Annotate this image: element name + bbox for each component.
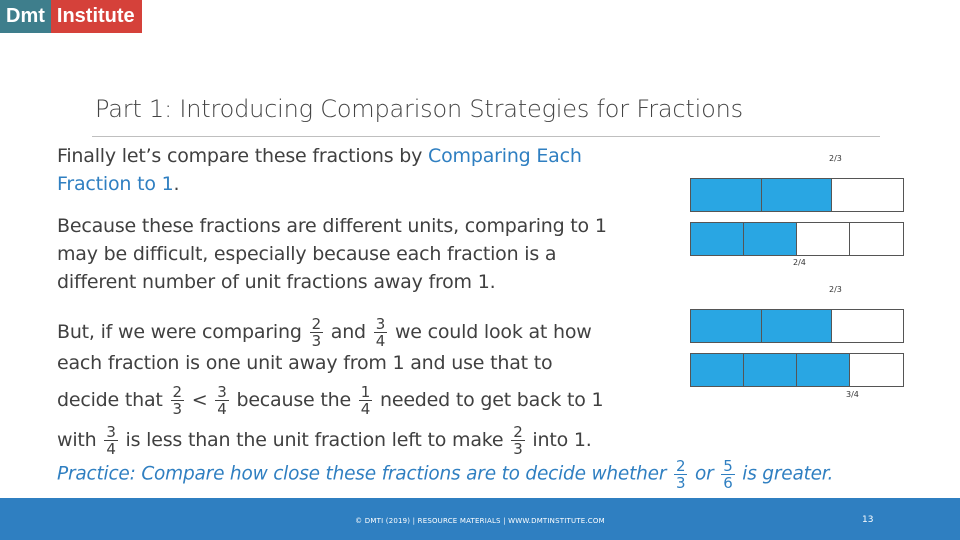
fraction-denominator: 3 — [675, 474, 686, 492]
fraction-denominator: 6 — [723, 474, 733, 492]
p3-text: is less than the unit fraction left to make — [125, 429, 504, 451]
fraction-three-fourths — [215, 384, 228, 417]
paragraph-2-line-1: Because these fractions are different units, comparing to 1 — [57, 215, 607, 237]
p3-text: needed to get back to 1 — [379, 389, 604, 411]
bar-segment-filled — [691, 354, 744, 386]
fraction-numerator: 2 — [513, 423, 523, 441]
practice-text: or — [695, 463, 714, 485]
fraction-numerator: 2 — [311, 315, 321, 333]
bar-segment-empty — [832, 310, 903, 342]
fraction-denominator: 3 — [311, 332, 321, 350]
fraction-numerator: 3 — [217, 383, 227, 401]
paragraph-1-text: Finally let’s compare these fractions by — [57, 145, 429, 167]
page-number: 13 — [862, 515, 874, 525]
fraction-bar — [690, 353, 904, 387]
fraction-two-thirds — [674, 458, 687, 491]
logo — [0, 0, 142, 33]
fraction-bar — [690, 178, 904, 212]
bar-segment-filled — [744, 223, 797, 255]
less-than-symbol: < — [191, 389, 208, 411]
practice-text: is greater. — [742, 463, 834, 485]
paragraph-3-line-4 — [57, 424, 592, 457]
fraction-denominator: 3 — [172, 400, 182, 418]
practice-text: Practice: Compare how close these fractions are to decide whether — [57, 463, 667, 485]
fraction-five-sixths — [721, 458, 734, 491]
title-divider — [92, 136, 880, 137]
bar-label: 3/4 — [846, 390, 859, 399]
paragraph-1-period: . — [173, 173, 180, 195]
paragraph-3-line-2: each fraction is one unit away from 1 and use that to — [57, 352, 553, 374]
bar-segment-empty — [832, 179, 903, 211]
footer-bar — [0, 498, 960, 540]
paragraph-1-highlight: Comparing Each — [428, 145, 582, 167]
bar-segment-filled — [691, 223, 744, 255]
fraction-one-fourth — [359, 384, 372, 417]
bar-segment-filled — [762, 310, 833, 342]
fraction-numerator: 1 — [360, 383, 371, 401]
fraction-three-fourths — [374, 316, 387, 349]
fraction-numerator: 2 — [675, 457, 686, 475]
bar-segment-empty — [797, 223, 850, 255]
logo-institute: Institute — [51, 0, 142, 33]
bar-label: 2/3 — [829, 154, 842, 163]
bar-segment-empty — [850, 223, 903, 255]
fraction-denominator: 4 — [106, 440, 116, 458]
p3-text: and — [330, 321, 366, 343]
fraction-bar — [690, 222, 904, 256]
fraction-three-fourths — [104, 424, 117, 457]
fraction-denominator: 4 — [375, 332, 386, 350]
fraction-numerator: 3 — [106, 423, 116, 441]
paragraph-1-line-1 — [57, 142, 582, 170]
p3-text: we could look at how — [394, 321, 592, 343]
slide-title: Part 1: Introducing Comparison Strategies for Fractions — [95, 95, 743, 123]
logo-dmt: Dmt — [0, 0, 51, 33]
fraction-two-thirds — [171, 384, 184, 417]
practice-prompt — [57, 458, 833, 491]
p3-text: But, if we were comparing — [57, 321, 302, 343]
p3-text: into 1. — [532, 429, 592, 451]
paragraph-1-line-2 — [57, 170, 179, 198]
fraction-numerator: 5 — [723, 457, 733, 475]
bar-segment-filled — [691, 310, 762, 342]
paragraph-3-line-1 — [57, 316, 592, 349]
paragraph-2-line-2: may be difficult, especially because each fraction is a — [57, 243, 557, 265]
p3-text: with — [57, 429, 97, 451]
fraction-denominator: 3 — [513, 440, 523, 458]
bar-segment-filled — [762, 179, 833, 211]
bar-segment-filled — [744, 354, 797, 386]
bar-label: 2/4 — [793, 258, 806, 267]
p3-text: decide that — [57, 389, 163, 411]
fraction-two-thirds — [310, 316, 323, 349]
footer-copyright: © DMTI (2019) | RESOURCE MATERIALS | WWW.DMTINSTITUTE.COM — [355, 517, 605, 525]
fraction-bar — [690, 309, 904, 343]
paragraph-3-line-3 — [57, 384, 603, 417]
fraction-numerator: 3 — [375, 315, 386, 333]
fraction-numerator: 2 — [172, 383, 182, 401]
bar-segment-empty — [850, 354, 903, 386]
paragraph-1-highlight-2: Fraction to 1 — [57, 173, 174, 195]
fraction-two-thirds — [511, 424, 524, 457]
paragraph-2-line-3: different number of unit fractions away from 1. — [57, 271, 496, 293]
fraction-denominator: 4 — [217, 400, 227, 418]
bar-label: 2/3 — [829, 285, 842, 294]
fraction-denominator: 4 — [360, 400, 371, 418]
p3-text: because the — [236, 389, 351, 411]
bar-segment-filled — [691, 179, 762, 211]
bar-segment-filled — [797, 354, 850, 386]
